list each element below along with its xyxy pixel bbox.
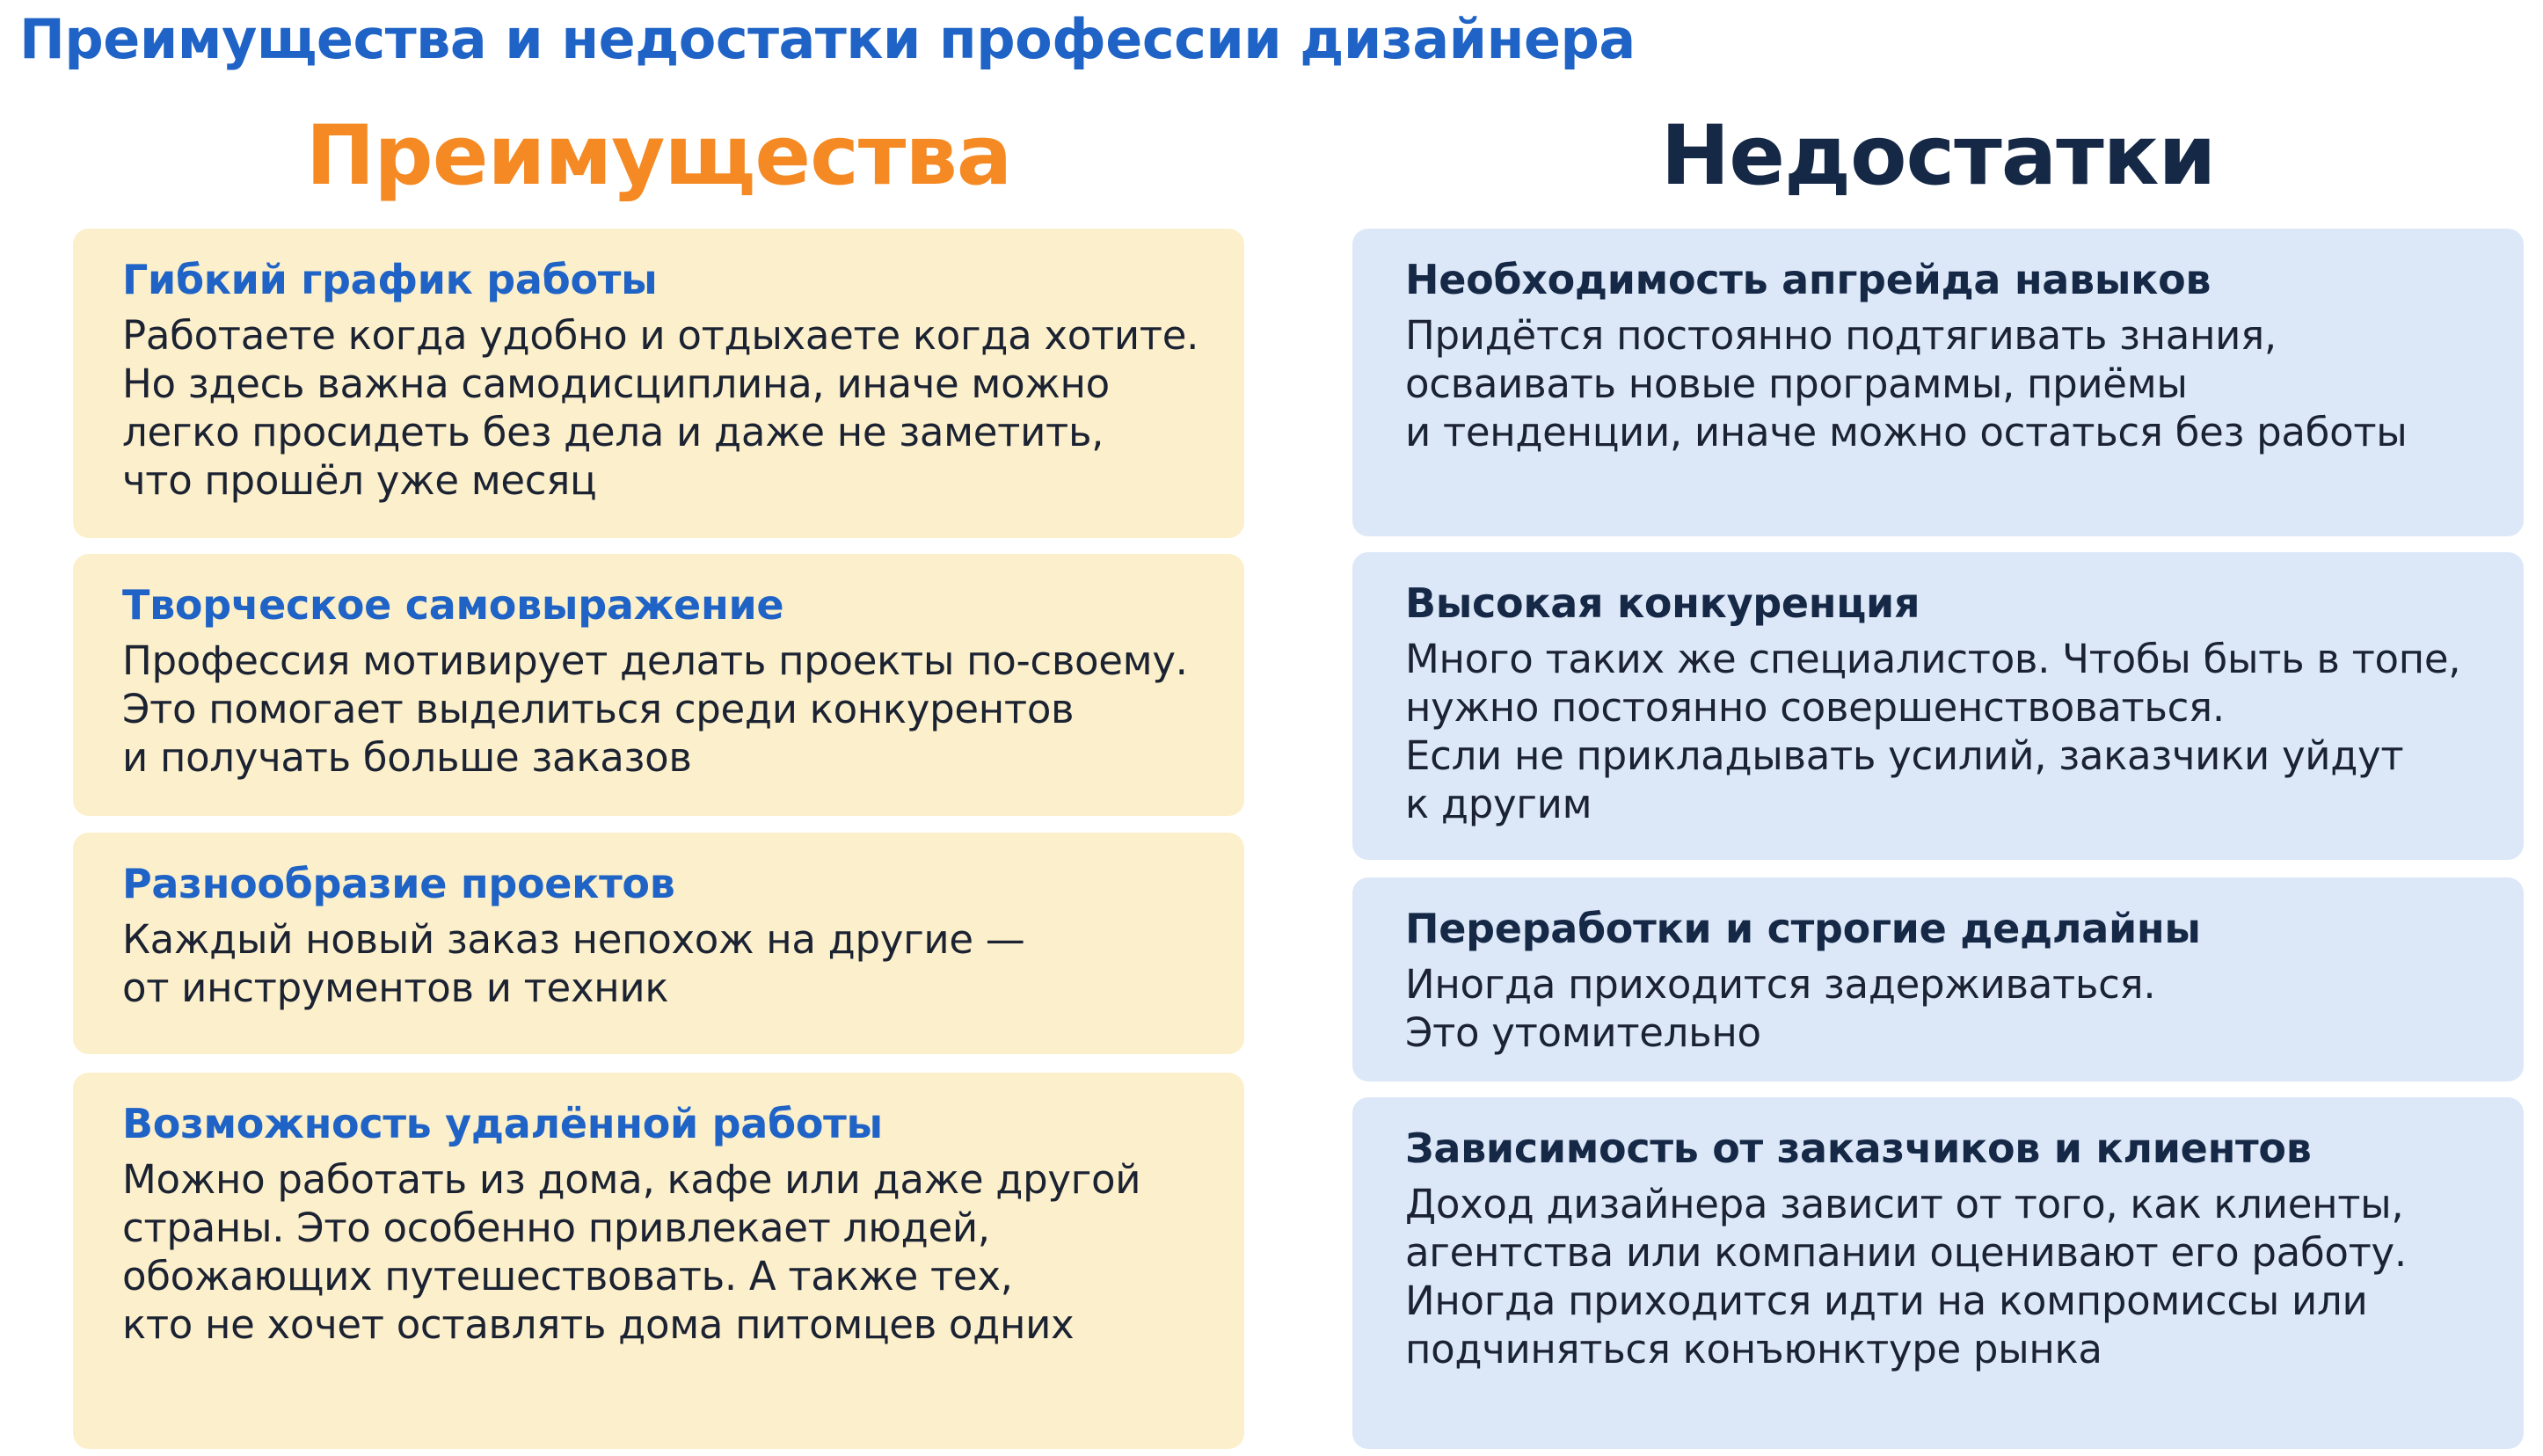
pro-card-title: Творческое самовыражение bbox=[122, 581, 784, 629]
pro-card-title: Гибкий график работы bbox=[122, 256, 658, 303]
con-card-title: Высокая конкуренция bbox=[1405, 579, 1920, 627]
con-card-text: Много таких же специалистов. Чтобы быть в топе, нужно постоянно совершенствоваться. Если не прикладывать усилий, заказчики уйдут к другим bbox=[1405, 636, 2461, 827]
con-card-text: Доход дизайнера зависит от того, как клиенты, агентства или компании оценивают его работу. Иногда приходится идти на компромиссы или подчиняться конъюнктуре рынка bbox=[1405, 1181, 2407, 1372]
con-card-client-dependency bbox=[1352, 1097, 2524, 1449]
pro-card-project-variety bbox=[73, 833, 1244, 1054]
con-card-title: Зависимость от заказчиков и клиентов bbox=[1405, 1125, 2312, 1172]
con-card-high-competition bbox=[1352, 552, 2524, 860]
pro-card-text: Профессия мотивирует делать проекты по-своему. Это помогает выделиться среди конкурентов и получать больше заказов bbox=[122, 637, 1188, 781]
pro-card-text: Можно работать из дома, кафе или даже другой страны. Это особенно привлекает людей, обожающих путешествовать. А также тех, кто не хочет оставлять дома питомцев одних bbox=[122, 1156, 1141, 1348]
con-card-skill-upgrade bbox=[1352, 229, 2524, 536]
con-card-text: Иногда приходится задерживаться. Это утомительно bbox=[1405, 961, 2156, 1056]
cons-heading: Недостатки bbox=[1660, 108, 2216, 204]
pro-card-creative-expression bbox=[73, 554, 1244, 816]
pros-heading: Преимущества bbox=[305, 108, 1012, 204]
con-card-text: Придётся постоянно подтягивать знания, осваивать новые программы, приёмы и тенденции, иначе можно остаться без работы bbox=[1405, 312, 2408, 455]
pro-card-title: Возможность удалённой работы bbox=[122, 1100, 883, 1147]
pro-card-flexible-schedule bbox=[73, 229, 1244, 538]
pro-card-text: Работаете когда удобно и отдыхаете когда хотите. Но здесь важна самодисциплина, иначе можно легко просидеть без дела и даже не заметить, что прошёл уже месяц bbox=[122, 312, 1199, 504]
con-card-title: Переработки и строгие дедлайны bbox=[1405, 905, 2201, 952]
pro-card-title: Разнообразие проектов bbox=[122, 860, 675, 907]
page-title: Преимущества и недостатки профессии дизайнера bbox=[19, 7, 1636, 71]
pro-card-remote-work bbox=[73, 1073, 1244, 1449]
con-card-overtime-deadlines bbox=[1352, 877, 2524, 1081]
con-card-title: Необходимость апгрейда навыков bbox=[1405, 256, 2211, 303]
pro-card-text: Каждый новый заказ непохож на другие — от инструментов и техник bbox=[122, 916, 1025, 1011]
